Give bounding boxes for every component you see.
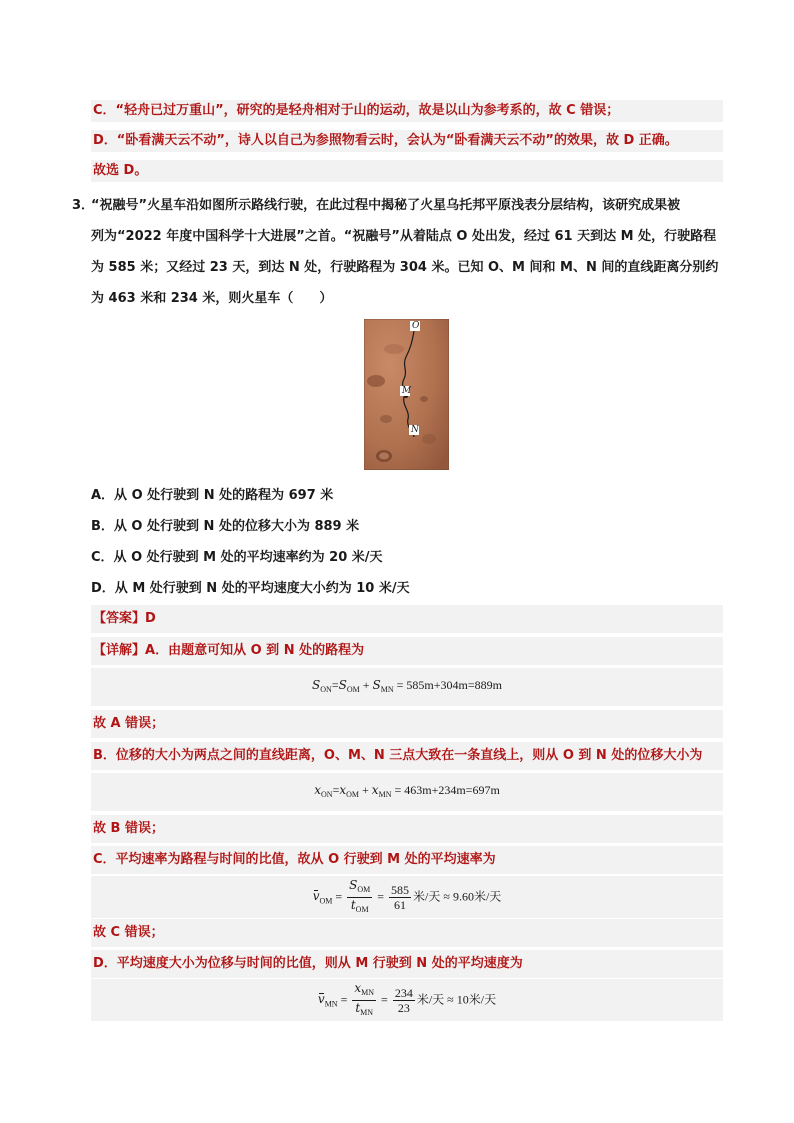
option-a: A．从 O 处行驶到 N 处的路程为 697 米: [91, 488, 334, 503]
detail-c-text: C．平均速率为路程与时间的比值，故从 O 行驶到 M 处的平均速率为: [91, 846, 723, 874]
prev-option-d: D．“卧看满天云不动”，诗人以自己为参照物看云时，会认为“卧看满天云不动”的效果，故 D 正确。: [91, 130, 723, 152]
equation-1: $S_{ON}=S_{OM} + S_{MN} = 585m+304m=889m$: [312, 678, 502, 694]
option-b: B．从 O 处行驶到 N 处的位移大小为 889 米: [91, 519, 360, 534]
equation-2: $x_{ON}=x_{OM} + x_{MN} = 463m+234m=697m$: [314, 783, 500, 799]
detail-d-text: D．平均速度大小为位移与时间的比值，则从 M 行驶到 N 处的平均速度为: [91, 950, 723, 978]
label-o: O: [412, 321, 420, 331]
equation-4: $v_{MN}$ = $\frac{x_{MN}}{t_{MN}}$ = $\frac{234}{23}$ 米/天 ≈ 10米/天: [317, 981, 497, 1017]
question-line-1: “祝融号”火星车沿如图所示路线行驶，在此过程中揭秘了火星乌托邦平原浅表分层结构，该研究成果被: [91, 198, 681, 213]
detail-a-text: A．由题意可知从 O 到 N 处的路程为: [145, 643, 365, 658]
question-line-2: 列为“2022 年度中国科学十大进展”之首。“祝融号”从着陆点 O 处出发，经过 61 天到达 M 处，行驶路程: [91, 229, 717, 244]
b-conclusion: 故 B 错误；: [91, 815, 723, 843]
label-n: N: [411, 425, 419, 435]
detail-a-row: [91, 637, 723, 665]
option-d: D．从 M 处行驶到 N 处的平均速度大小约为 10 米/天: [91, 581, 410, 596]
prev-option-c: C．“轻舟已过万重山”，研究的是轻舟相对于山的运动，故是以山为参考系的，故 C 错误；: [91, 100, 723, 122]
question-line-3: 为 585 米；又经过 23 天，到达 N 处，行驶路程为 304 米。已知 O、M 间和 M、N 间的直线距离分别约: [91, 260, 719, 275]
c-conclusion: 故 C 错误；: [91, 919, 723, 947]
label-m: M: [402, 386, 412, 396]
equation-3: $v_{OM}$ = $\frac{S_{OM}}{t_{OM}}$ = $\frac{585}{61}$ 米/天 ≈ 9.60米/天: [312, 878, 502, 914]
a-conclusion: 故 A 错误；: [91, 710, 723, 738]
question-number: 3．: [72, 198, 95, 213]
rover-path-figure: [364, 319, 449, 470]
detail-label: 【详解】: [93, 643, 146, 658]
option-c: C．从 O 处行驶到 M 处的平均速率约为 20 米/天: [91, 550, 383, 565]
detail-b-text: B．位移的大小为两点之间的直线距离，O、M、N 三点大致在一条直线上，则从 O 到 N 处的位移大小为: [91, 742, 723, 770]
question-line-4: 为 463 米和 234 米，则火星车（ ）: [91, 291, 333, 306]
prev-choice: 故选 D。: [91, 160, 723, 182]
answer-label: 【答案】D: [91, 605, 723, 633]
